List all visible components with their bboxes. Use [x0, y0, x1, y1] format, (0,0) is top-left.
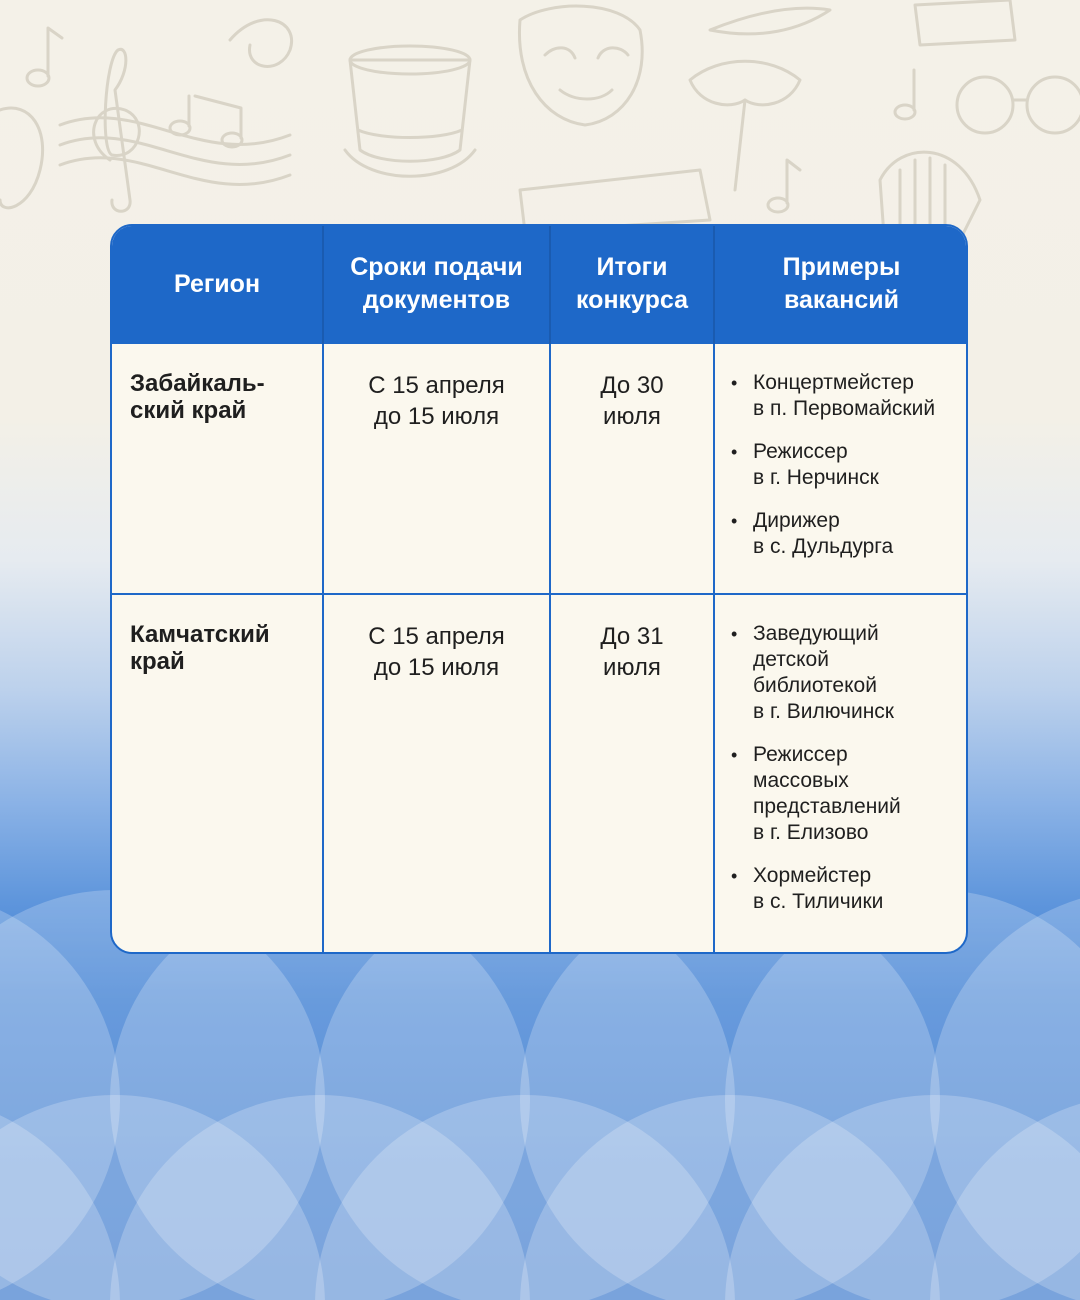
results-cell — [550, 343, 714, 594]
music-note-icon — [27, 28, 62, 86]
feather-decor — [710, 8, 830, 34]
vacancy-line: • Заведующий — [753, 622, 879, 645]
region-line: край — [130, 648, 185, 675]
header-region-line: Регион — [173, 269, 261, 298]
doodle-icons — [0, 0, 1080, 260]
results-line: До 30 — [600, 372, 664, 399]
list-item — [731, 370, 960, 422]
header-deadline-line: Сроки подачи — [350, 253, 523, 281]
scroll-decor — [0, 108, 43, 208]
vacancy-table — [112, 226, 968, 952]
vacancy-line: детской — [753, 648, 829, 671]
list-item — [731, 742, 960, 846]
vacancy-line: в п. Первомайский — [753, 397, 936, 420]
vacancy-line: • Дирижер — [753, 509, 840, 532]
results-line: июля — [603, 654, 661, 681]
header-deadline-line: документов — [362, 286, 511, 314]
region-cell — [112, 343, 323, 594]
music-note-icon — [768, 198, 788, 212]
ticket-icon — [520, 0, 1015, 232]
vacancy-line: в г. Елизово — [753, 821, 869, 844]
region-line: Забайкаль- — [130, 370, 265, 397]
vacancies-cell — [714, 343, 968, 594]
vacancies-cell — [714, 594, 968, 952]
deadline-line: до 15 июля — [373, 403, 500, 430]
header-results — [550, 226, 714, 343]
swirl-decor — [230, 20, 292, 67]
binoculars-icon — [957, 77, 1080, 133]
deadline-line: до 15 июля — [373, 654, 500, 681]
deadline-line: С 15 апреля — [368, 372, 505, 399]
vacancy-line: в г. Вилючинск — [753, 700, 894, 723]
header-results-line: Итоги — [596, 253, 668, 281]
vacancy-line: массовых — [753, 769, 849, 792]
header-vacancies-line: вакансий — [783, 286, 900, 314]
header-region — [112, 226, 323, 343]
vacancy-line: библиотекой — [753, 674, 877, 697]
header-vacancies-line: Примеры — [782, 253, 901, 281]
vacancy-line: в г. Нерчинск — [753, 466, 879, 489]
list-item — [731, 621, 960, 725]
deadline-cell — [323, 594, 550, 952]
table-row — [112, 343, 968, 594]
treble-clef-icon — [60, 49, 290, 211]
list-item — [731, 508, 960, 560]
vacancy-line: • Режиссер — [753, 743, 848, 766]
deadline-line: С 15 апреля — [368, 623, 505, 650]
vacancy-table-card — [110, 224, 968, 954]
table-row — [112, 594, 968, 952]
music-note-icon — [895, 105, 915, 119]
vacancy-line: представлений — [753, 795, 901, 818]
header-results-line: конкурса — [575, 286, 689, 314]
top-hat-icon — [345, 46, 475, 176]
vacancy-line: • Хормейстер — [753, 864, 872, 887]
region-cell — [112, 594, 323, 952]
results-line: До 31 — [600, 623, 664, 650]
table-header-row — [112, 226, 968, 343]
vacancy-line: в с. Тиличики — [753, 890, 884, 913]
vacancy-line: • Концертмейстер — [753, 371, 914, 394]
vacancy-list — [731, 370, 960, 560]
list-item — [731, 863, 960, 915]
header-vacancies — [714, 226, 968, 343]
header-deadline — [323, 226, 550, 343]
vacancy-line: в с. Дульдурга — [753, 535, 894, 558]
vacancy-line: • Режиссер — [753, 440, 848, 463]
region-line: Камчатский — [130, 621, 270, 648]
deadline-cell — [323, 343, 550, 594]
region-line: ский край — [130, 397, 247, 424]
results-cell — [550, 594, 714, 952]
vacancy-list — [731, 621, 960, 915]
list-item — [731, 439, 960, 491]
results-line: июля — [603, 403, 661, 430]
